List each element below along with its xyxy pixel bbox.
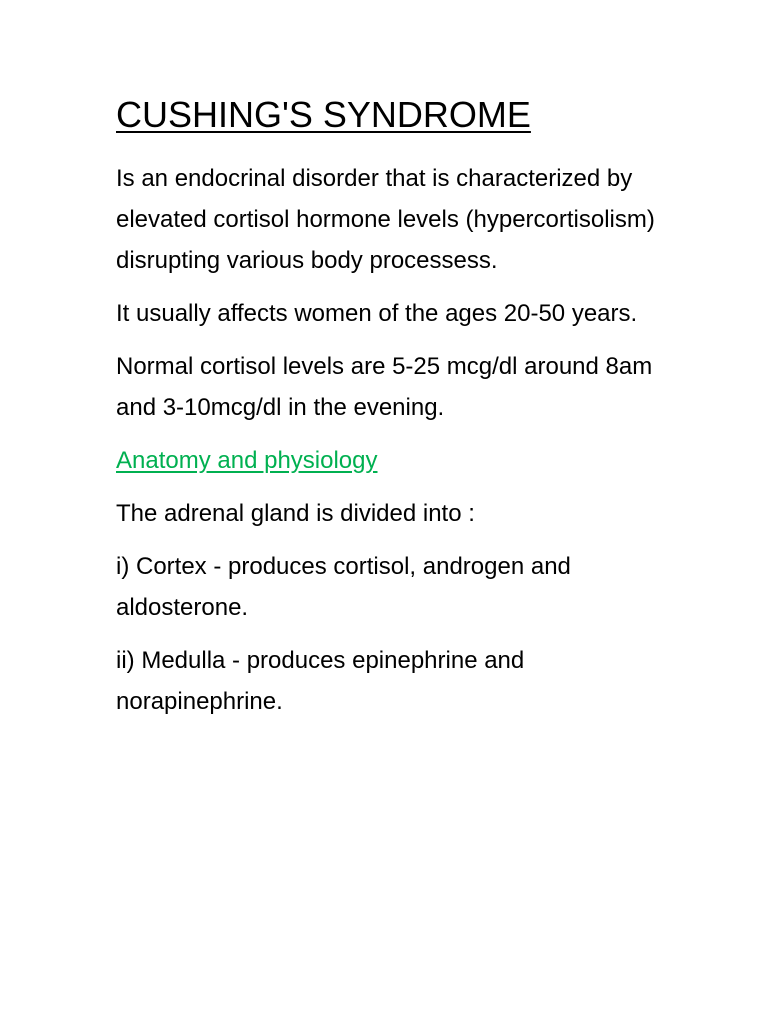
- cortex-paragraph: i) Cortex - produces cortisol, androgen and aldosterone.: [116, 553, 571, 621]
- cortisol-levels-paragraph: Normal cortisol levels are 5-25 mcg/dl around 8am and 3-10mcg/dl in the evening.: [116, 353, 653, 421]
- document-title: CUSHING'S SYNDROME: [116, 94, 531, 135]
- document-page: [116, 92, 676, 734]
- intro-paragraph: Is an endocrinal disorder that is characterized by elevated cortisol hormone levels (hypercortisolism) disrupting various body processess.: [116, 165, 655, 274]
- demographics-paragraph: It usually affects women of the ages 20-50 years.: [116, 300, 638, 327]
- medulla-paragraph: ii) Medulla - produces epinephrine and norapinephrine.: [116, 647, 525, 715]
- section-heading-anatomy: Anatomy and physiology: [116, 447, 378, 474]
- adrenal-gland-paragraph: The adrenal gland is divided into :: [116, 500, 475, 527]
